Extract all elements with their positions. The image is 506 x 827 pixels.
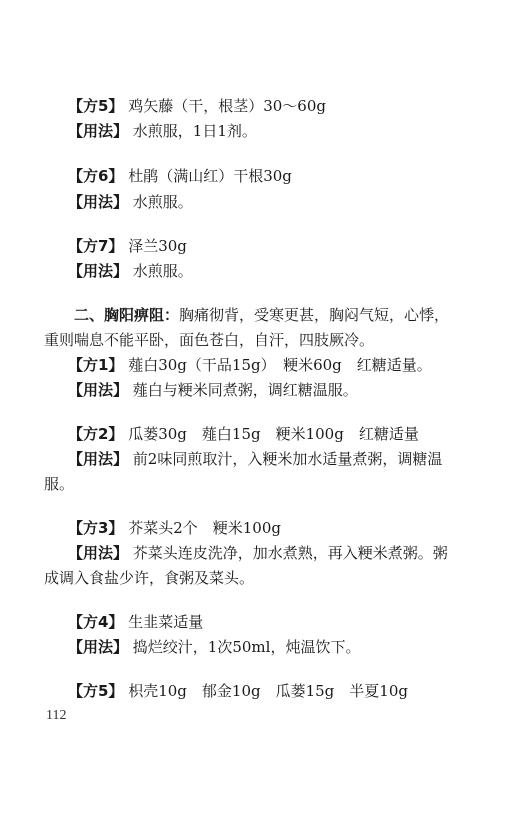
usage-text: 水煎服。 xyxy=(132,262,193,280)
page-number: 112 xyxy=(46,708,67,723)
recipe-line xyxy=(68,355,432,375)
recipe-text: 芥菜头2个 粳米100g xyxy=(128,519,281,537)
usage-text: 成调入食盐少许，食粥及菜头。 xyxy=(44,569,255,587)
recipe-line xyxy=(68,236,187,256)
usage-tag: 【用法】 xyxy=(68,122,129,140)
section-text: 胸痛彻背，受寒更甚，胸闷气短，心悸， xyxy=(179,306,450,324)
section-text: 重则喘息不能平卧，面色苍白，自汗，四肢厥冷。 xyxy=(44,331,375,349)
usage-line xyxy=(68,449,442,469)
recipe-text: 枳壳10g 郁金10g 瓜蒌15g 半夏10g xyxy=(128,682,408,700)
recipe-tag: 【方7】 xyxy=(68,237,124,255)
usage-tag: 【用法】 xyxy=(68,262,129,280)
recipe-tag: 【方5】 xyxy=(68,97,124,115)
recipe-text: 瓜蒌30g 薤白15g 粳米100g 红糖适量 xyxy=(128,425,419,443)
usage-text: 前2味同煎取汁，入粳米加水适量煮粥，调糖温 xyxy=(132,450,443,468)
usage-text: 服。 xyxy=(44,475,75,493)
recipe-line xyxy=(68,424,419,444)
usage-text: 芥菜头连皮洗净，加水煮熟，再入粳米煮粥。粥 xyxy=(132,544,448,562)
recipe-tag: 【方4】 xyxy=(68,613,124,631)
section-heading-line xyxy=(74,305,449,325)
recipe-line xyxy=(68,166,292,186)
usage-line xyxy=(68,380,358,400)
recipe-text: 生韭菜适量 xyxy=(128,613,204,631)
usage-tag: 【用法】 xyxy=(68,450,129,468)
recipe-text: 杜鹃（满山红）干根30g xyxy=(128,167,292,185)
usage-text: 捣烂绞汁，1次50ml，炖温饮下。 xyxy=(132,638,361,656)
recipe-text: 鸡矢藤（干，根茎）30～60g xyxy=(128,97,326,115)
usage-text: 薤白与粳米同煮粥，调红糖温服。 xyxy=(132,381,358,399)
continuation-line xyxy=(44,474,74,494)
recipe-tag: 【方2】 xyxy=(68,425,124,443)
recipe-line xyxy=(68,96,326,116)
continuation-line xyxy=(44,568,254,588)
section-heading: 二、胸阳痹阻： xyxy=(74,306,180,324)
usage-tag: 【用法】 xyxy=(68,381,129,399)
section-text-line xyxy=(44,330,374,350)
recipe-tag: 【方6】 xyxy=(68,167,124,185)
recipe-tag: 【方3】 xyxy=(68,519,124,537)
recipe-tag: 【方1】 xyxy=(68,356,124,374)
usage-line xyxy=(68,637,360,657)
usage-line xyxy=(68,121,257,141)
usage-line xyxy=(68,261,193,281)
recipe-text: 薤白30g（干品15g） 粳米60g 红糖适量。 xyxy=(128,356,432,374)
usage-tag: 【用法】 xyxy=(68,193,129,211)
usage-line xyxy=(68,543,448,563)
recipe-line xyxy=(68,681,408,701)
recipe-line xyxy=(68,518,281,538)
usage-text: 水煎服，1日1剂。 xyxy=(132,122,257,140)
recipe-text: 泽兰30g xyxy=(128,237,187,255)
recipe-line xyxy=(68,612,203,632)
usage-text: 水煎服。 xyxy=(132,193,193,211)
usage-line xyxy=(68,192,193,212)
recipe-tag: 【方5】 xyxy=(68,682,124,700)
usage-tag: 【用法】 xyxy=(68,544,129,562)
usage-tag: 【用法】 xyxy=(68,638,129,656)
